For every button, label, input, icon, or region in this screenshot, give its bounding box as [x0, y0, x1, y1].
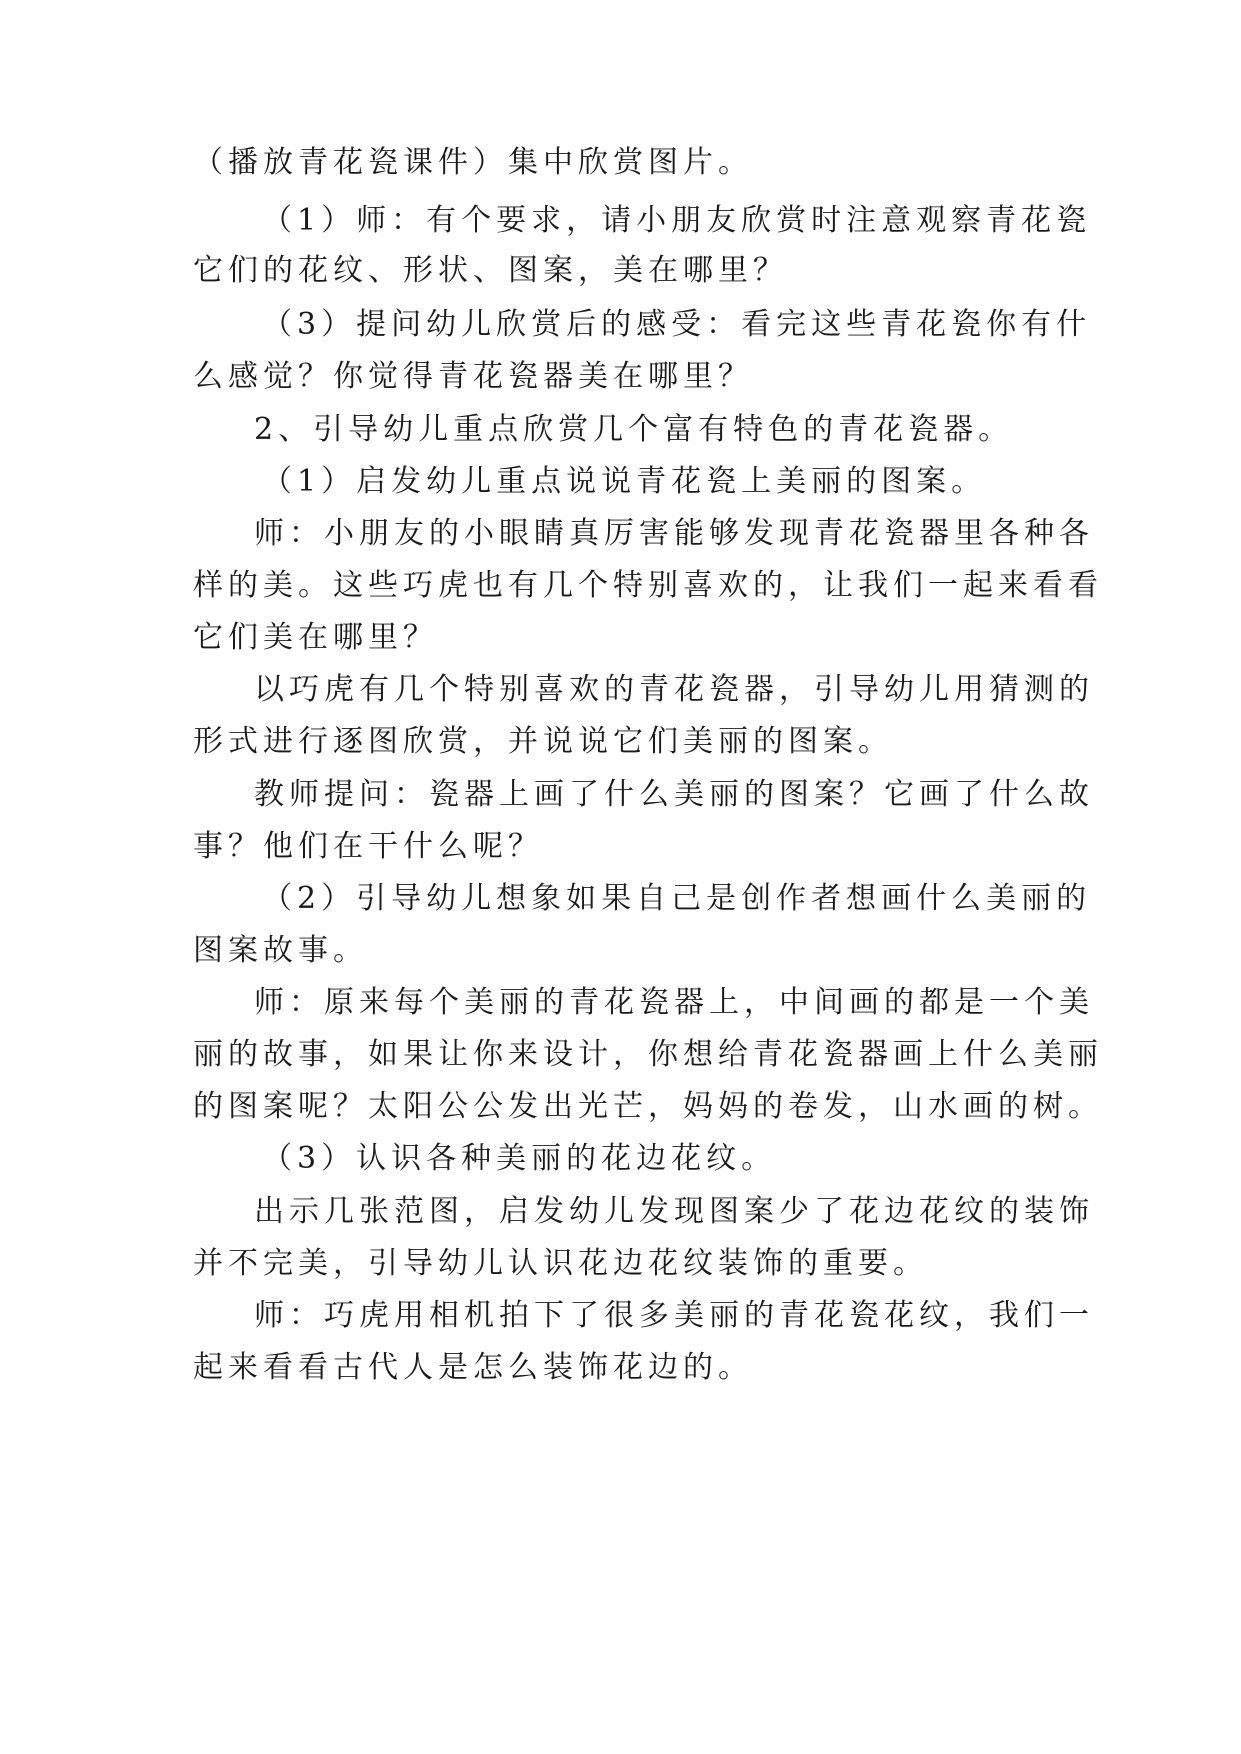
text-line-14: 事？他们在干什么呢？ — [193, 829, 543, 864]
text-line-20: （3）认识各种美丽的花边花纹。 — [262, 1141, 777, 1176]
text-line-16: 图案故事。 — [193, 933, 368, 968]
text-line-9: 样的美。这些巧虎也有几个特别喜欢的，让我们一起来看看 — [193, 568, 1103, 603]
text-line-4: （3）提问幼儿欣赏后的感受：看完这些青花瓷你有什 — [262, 307, 1092, 342]
text-line-13: 教师提问：瓷器上画了什么美丽的图案？它画了什么故 — [254, 777, 1094, 812]
text-line-5: 么感觉？你觉得青花瓷器美在哪里？ — [193, 359, 753, 394]
text-line-21: 出示几张范图，启发幼儿发现图案少了花边花纹的装饰 — [254, 1194, 1094, 1229]
text-line-18: 丽的故事，如果让你来设计，你想给青花瓷器画上什么美丽 — [193, 1037, 1103, 1072]
text-line-2: （1）师：有个要求，请小朋友欣赏时注意观察青花瓷 — [262, 203, 1092, 238]
text-line-17: 师：原来每个美丽的青花瓷器上，中间画的都是一个美 — [254, 985, 1094, 1020]
text-line-22: 并不完美，引导幼儿认识花边花纹装饰的重要。 — [193, 1246, 928, 1281]
text-line-3: 它们的花纹、形状、图案，美在哪里？ — [193, 253, 788, 288]
text-line-11: 以巧虎有几个特别喜欢的青花瓷器，引导幼儿用猜测的 — [254, 672, 1094, 707]
text-line-24: 起来看看古代人是怎么装饰花边的。 — [193, 1350, 753, 1385]
text-line-12: 形式进行逐图欣赏，并说说它们美丽的图案。 — [193, 724, 893, 759]
text-line-6: 2、引导幼儿重点欣赏几个富有特色的青花瓷器。 — [254, 412, 1014, 447]
text-line-1: （播放青花瓷课件）集中欣赏图片。 — [193, 145, 753, 180]
text-line-23: 师：巧虎用相机拍下了很多美丽的青花瓷花纹，我们一 — [254, 1298, 1094, 1333]
text-line-19: 的图案呢？太阳公公发出光芒，妈妈的卷发，山水画的树。 — [193, 1089, 1103, 1124]
text-line-8: 师：小朋友的小眼睛真厉害能够发现青花瓷器里各种各 — [254, 516, 1094, 551]
text-line-15: （2）引导幼儿想象如果自己是创作者想画什么美丽的 — [262, 881, 1092, 916]
text-line-7: （1）启发幼儿重点说说青花瓷上美丽的图案。 — [262, 464, 987, 499]
text-line-10: 它们美在哪里？ — [193, 620, 438, 655]
